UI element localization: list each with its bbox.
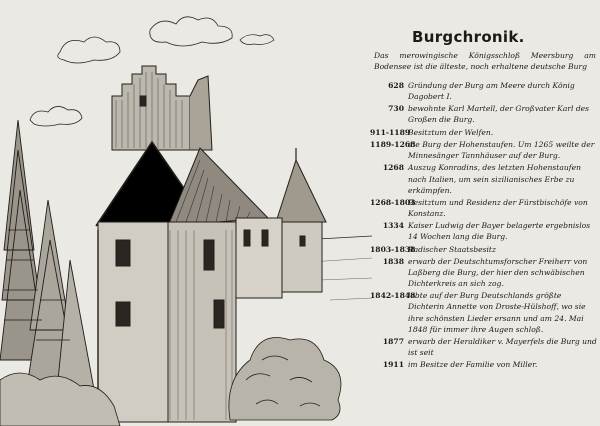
- entry-year: 1189-1268: [370, 140, 416, 150]
- entry-text: Badischer Staatsbesitz: [408, 244, 496, 254]
- entry-year: 730: [388, 104, 404, 114]
- chronicle-panel: [370, 24, 598, 424]
- chronicle-entry: [370, 220, 598, 242]
- entry-text: die Burg der Hohenstaufen. Um 1265 weilte der Minnesänger Tannhäuser auf der Burg.: [408, 140, 595, 161]
- chronicle-title: Burgchronik.: [412, 28, 525, 46]
- chronicle-entry: [370, 359, 598, 370]
- entry-text: Besitztum und Residenz der Fürstbischöfe von Konstanz.: [408, 197, 588, 218]
- entry-year: 1838: [382, 256, 404, 266]
- entry-year: 1842-1848: [370, 291, 416, 301]
- entry-year: 1334: [382, 221, 404, 231]
- entry-year: 1268-1803: [370, 197, 416, 207]
- chronicle-entry: [370, 103, 598, 125]
- entry-text: Kaiser Ludwig der Bayer belagerte ergebnislos 14 Wochen lang die Burg.: [408, 221, 591, 242]
- chronicle-entry: [370, 244, 598, 255]
- chronicle-entry: [370, 139, 598, 161]
- chronicle-entry: [370, 162, 598, 195]
- entry-year: 1911: [382, 360, 404, 370]
- entry-text: erwarb der Deutschtumsforscher Freiherr von Laßberg die Burg, der hier den schwäbischen Dichterkreis an sich zog.: [408, 256, 588, 289]
- entry-year: 1268: [382, 163, 404, 173]
- entry-text: Besitztum der Welfen.: [408, 127, 494, 137]
- chronicle-entry: [370, 336, 598, 358]
- chronicle-entry: [370, 127, 598, 138]
- entry-year: 911-1189: [370, 127, 411, 137]
- chronicle-entry: [370, 197, 598, 219]
- entry-text: bewohnte Karl Martell, der Großvater Karl des Großen die Burg.: [408, 104, 590, 125]
- entry-text: erwarb der Heraldiker v. Mayerfels die Burg und ist seit: [408, 336, 597, 358]
- entry-text: Auszug Konradins, des letzten Hohenstaufen nach Italien, um sein sizilianisches Erbe zu erkämpfen.: [408, 163, 581, 195]
- chronicle-entry: [370, 256, 598, 289]
- chronicle-entry: [370, 290, 598, 334]
- chronicle-entry: [370, 80, 598, 102]
- entry-year: 1803-1838: [370, 244, 416, 254]
- entry-year: 628: [388, 81, 404, 90]
- chronicle-intro: Das merowingische Königsschloß Meersburg am Bodensee ist die älteste, noch erhaltene deutsche Burg: [374, 51, 596, 72]
- entry-text: lebte auf der Burg Deutschlands größte Dichterin Annette von Droste-Hülshoff, wo sie ihre schönsten Lieder ersann und am 24. Mai 1848 für immer ihre Augen schloß.: [408, 291, 586, 334]
- entry-year: 1877: [382, 336, 404, 346]
- entry-text: Gründung der Burg am Meere durch König Dagobert I.: [408, 81, 575, 102]
- entry-text: im Besitze der Familie von Miller.: [408, 360, 538, 370]
- chronicle-entries: [370, 80, 598, 372]
